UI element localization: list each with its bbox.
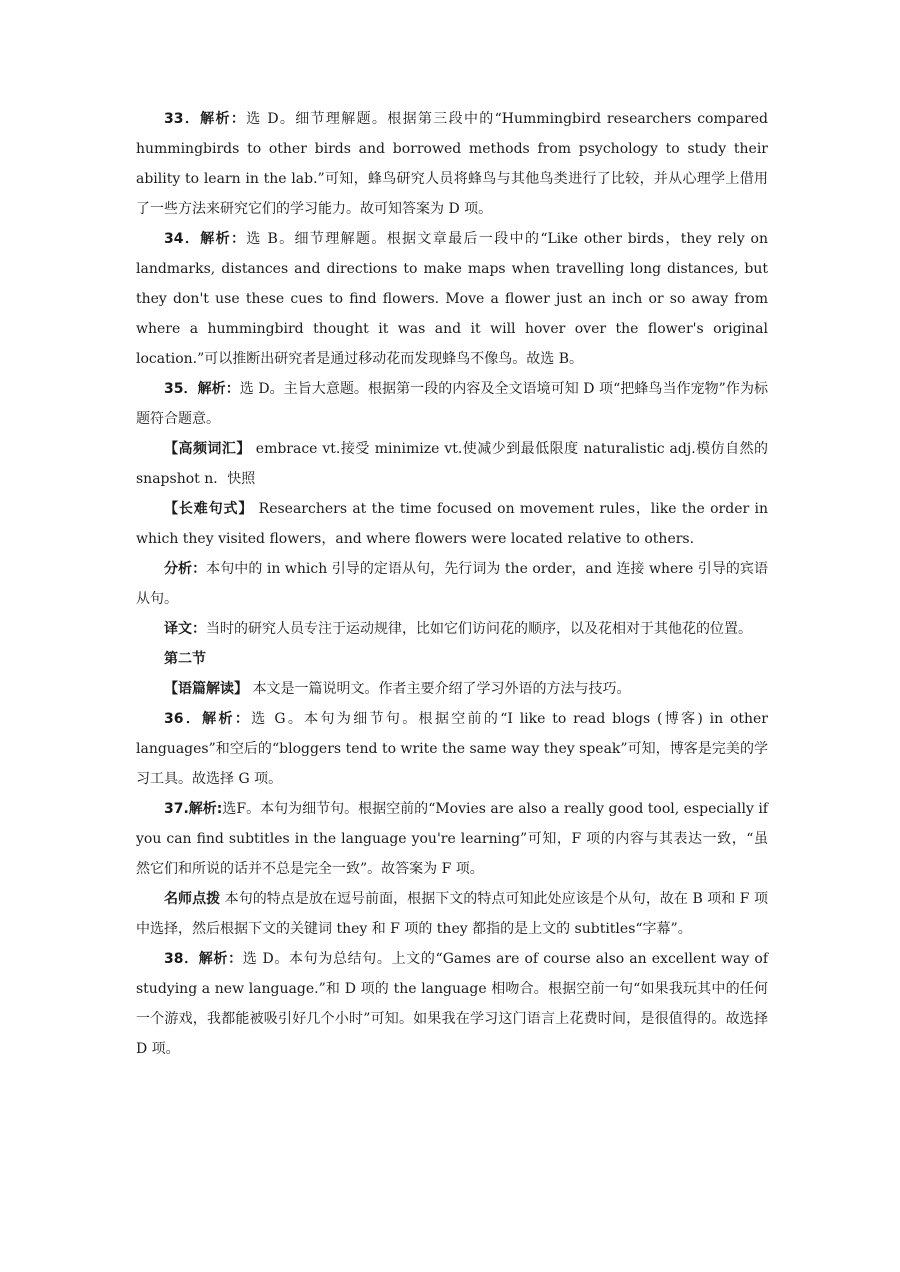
- sentence-text: Researchers at the time focused on movement rules，like the order in which they visited flowers，and where flowers were located relative to others.: [136, 501, 768, 547]
- q38-text: 选 D。本句为总结句。上文的“Games are of course also an excellent way of studying a new language.”和 D 项的 the language 相吻合。根据空前一句“如果我玩其中的任何一个游戏，我都能被吸引好几个小时”可知。如果我在学习这门语言上花费时间，是很值得的。故选择 D 项。: [136, 951, 769, 1057]
- translation-paragraph: [136, 614, 768, 644]
- sentence-paragraph: [136, 494, 768, 554]
- analysis-label: 分析：: [164, 561, 207, 577]
- q37-text: 选F。本句为细节句。根据空前的“Movies are also a really good tool, especially if you can find subtitles in the language you're learning”可知，F 项的内容与其表达一致，“虽然它们和所说的话并不总是完全一致”。故答案为 F 项。: [136, 801, 768, 877]
- answer-key-page: [136, 104, 768, 1064]
- vocab-label: 【高频词汇】: [164, 441, 251, 457]
- q36-paragraph: [136, 704, 768, 794]
- q37-label: 37.解析:: [164, 801, 223, 817]
- vocab-paragraph: [136, 434, 768, 494]
- sentence-label: 【长难句式】: [164, 501, 254, 517]
- q33-label: 33．解析：: [164, 111, 247, 127]
- q38-paragraph: [136, 944, 768, 1064]
- q34-label: 34．解析：: [164, 231, 247, 247]
- tip-label: 名师点拨: [164, 891, 221, 907]
- q36-text: 选 G。本句为细节句。根据空前的“I like to read blogs (博客) in other languages”和空后的“bloggers tend to write the same way they speak”可知，博客是完美的学习工具。故选择 G 项。: [136, 711, 768, 787]
- reading-text: 本文是一篇说明文。作者主要介绍了学习外语的方法与技巧。: [248, 681, 631, 697]
- reading-label: 【语篇解读】: [164, 681, 248, 697]
- q37-paragraph: [136, 794, 768, 884]
- tip-text: 本句的特点是放在逗号前面，根据下文的特点可知此处应该是个从句，故在 B 项和 F 项中选择，然后根据下文的关键词 they 和 F 项的 they 都指的是上文的 subtitles“字幕”。: [136, 891, 768, 937]
- q34-text: 选 B。细节理解题。根据文章最后一段中的“Like other birds，they rely on landmarks, distances and directions to make maps when travelling long distances, but they don't use these cues to find flowers. Move a flower just an inch or so away from where a hummingbird thought it was and it will hover over the flower's original location.”可以推断出研究者是通过移动花而发现蜂鸟不像鸟。故选 B。: [136, 231, 768, 367]
- translation-text: 当时的研究人员专注于运动规律，比如它们访问花的顺序，以及花相对于其他花的位置。: [206, 621, 752, 637]
- vocab-text: embrace vt.接受 minimize vt.使减少到最低限度 naturalistic adj.模仿自然的 snapshot n．快照: [136, 441, 769, 487]
- translation-label: 译文：: [164, 621, 206, 637]
- q38-label: 38．解析：: [164, 951, 243, 967]
- analysis-paragraph: [136, 554, 768, 614]
- q33-paragraph: [136, 104, 768, 224]
- q35-text: 选 D。主旨大意题。根据第一段的内容及全文语境可知 D 项“把蜂鸟当作宠物”作为标题符合题意。: [136, 381, 768, 427]
- q33-text: 选 D。细节理解题。根据第三段中的“Hummingbird researchers compared hummingbirds to other birds and borrowed methods from psychology to study their ability to learn in the lab.”可知，蜂鸟研究人员将蜂鸟与其他鸟类进行了比较，并从心理学上借用了一些方法来研究它们的学习能力。故可知答案为 D 项。: [136, 111, 769, 217]
- section-heading: 第二节: [164, 651, 206, 667]
- analysis-text: 本句中的 in which 引导的定语从句，先行词为 the order，and 连接 where 引导的宾语从句。: [136, 561, 768, 607]
- q35-paragraph: [136, 374, 768, 434]
- q36-label: 36．解析：: [164, 711, 252, 727]
- tip-paragraph: [136, 884, 768, 944]
- q35-label: 35．解析：: [164, 381, 240, 397]
- reading-paragraph: [136, 674, 768, 704]
- q34-paragraph: [136, 224, 768, 374]
